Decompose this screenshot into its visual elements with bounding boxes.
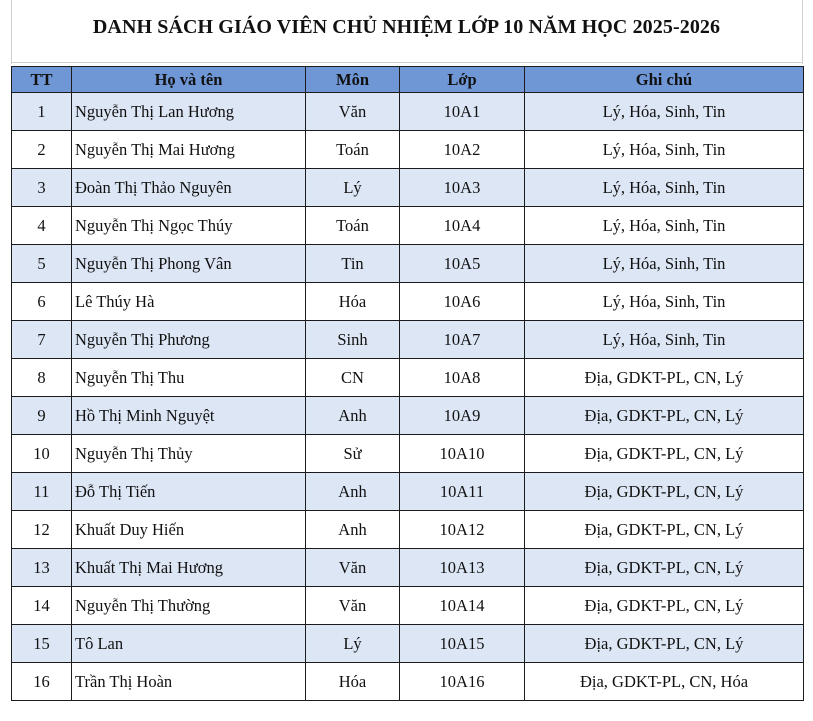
cell-name: Nguyễn Thị Phong Vân	[72, 245, 306, 283]
cell-subject: Văn	[306, 93, 400, 131]
cell-tt: 9	[12, 397, 72, 435]
cell-subject: Anh	[306, 397, 400, 435]
teacher-table	[11, 66, 804, 701]
table-row	[12, 625, 804, 663]
cell-class: 10A1	[400, 93, 525, 131]
cell-note: Địa, GDKT-PL, CN, Hóa	[525, 663, 804, 701]
cell-tt: 10	[12, 435, 72, 473]
cell-class: 10A2	[400, 131, 525, 169]
cell-subject: Anh	[306, 473, 400, 511]
cell-note: Lý, Hóa, Sinh, Tin	[525, 93, 804, 131]
cell-subject: Lý	[306, 169, 400, 207]
table-row	[12, 321, 804, 359]
table-row	[12, 663, 804, 701]
cell-tt: 2	[12, 131, 72, 169]
cell-name: Nguyễn Thị Phương	[72, 321, 306, 359]
table-row	[12, 245, 804, 283]
cell-class: 10A11	[400, 473, 525, 511]
cell-subject: Lý	[306, 625, 400, 663]
cell-note: Lý, Hóa, Sinh, Tin	[525, 245, 804, 283]
table-row	[12, 511, 804, 549]
cell-class: 10A4	[400, 207, 525, 245]
table-header	[12, 67, 804, 93]
cell-class: 10A12	[400, 511, 525, 549]
cell-subject: Văn	[306, 549, 400, 587]
cell-name: Nguyễn Thị Thường	[72, 587, 306, 625]
cell-name: Nguyễn Thị Mai Hương	[72, 131, 306, 169]
header-row	[12, 67, 804, 93]
cell-subject: Tin	[306, 245, 400, 283]
cell-note: Lý, Hóa, Sinh, Tin	[525, 321, 804, 359]
cell-note: Địa, GDKT-PL, CN, Lý	[525, 549, 804, 587]
table-row	[12, 435, 804, 473]
header-subject: Môn	[306, 67, 400, 93]
cell-note: Địa, GDKT-PL, CN, Lý	[525, 587, 804, 625]
cell-class: 10A5	[400, 245, 525, 283]
cell-tt: 14	[12, 587, 72, 625]
cell-tt: 7	[12, 321, 72, 359]
table-row	[12, 283, 804, 321]
cell-class: 10A15	[400, 625, 525, 663]
cell-name: Tô Lan	[72, 625, 306, 663]
cell-name: Khuất Duy Hiến	[72, 511, 306, 549]
cell-name: Nguyễn Thị Ngọc Thúy	[72, 207, 306, 245]
cell-class: 10A16	[400, 663, 525, 701]
cell-note: Lý, Hóa, Sinh, Tin	[525, 207, 804, 245]
cell-tt: 8	[12, 359, 72, 397]
cell-tt: 15	[12, 625, 72, 663]
cell-name: Đỗ Thị Tiến	[72, 473, 306, 511]
table-row	[12, 93, 804, 131]
cell-subject: Hóa	[306, 663, 400, 701]
cell-subject: Toán	[306, 207, 400, 245]
cell-subject: Toán	[306, 131, 400, 169]
cell-subject: Sử	[306, 435, 400, 473]
cell-note: Địa, GDKT-PL, CN, Lý	[525, 359, 804, 397]
cell-name: Nguyễn Thị Lan Hương	[72, 93, 306, 131]
table-row	[12, 587, 804, 625]
table-row	[12, 473, 804, 511]
cell-note: Lý, Hóa, Sinh, Tin	[525, 131, 804, 169]
cell-class: 10A8	[400, 359, 525, 397]
cell-class: 10A7	[400, 321, 525, 359]
cell-tt: 12	[12, 511, 72, 549]
cell-subject: Anh	[306, 511, 400, 549]
cell-tt: 11	[12, 473, 72, 511]
header-tt: TT	[12, 67, 72, 93]
table-row	[12, 207, 804, 245]
cell-subject: Văn	[306, 587, 400, 625]
table-row	[12, 359, 804, 397]
cell-note: Địa, GDKT-PL, CN, Lý	[525, 435, 804, 473]
cell-name: Đoàn Thị Thảo Nguyên	[72, 169, 306, 207]
cell-class: 10A3	[400, 169, 525, 207]
cell-class: 10A9	[400, 397, 525, 435]
table-row	[12, 397, 804, 435]
cell-note: Lý, Hóa, Sinh, Tin	[525, 169, 804, 207]
cell-subject: Hóa	[306, 283, 400, 321]
cell-subject: CN	[306, 359, 400, 397]
cell-tt: 13	[12, 549, 72, 587]
cell-tt: 4	[12, 207, 72, 245]
header-name: Họ và tên	[72, 67, 306, 93]
cell-class: 10A13	[400, 549, 525, 587]
cell-name: Trần Thị Hoàn	[72, 663, 306, 701]
cell-subject: Sinh	[306, 321, 400, 359]
cell-tt: 1	[12, 93, 72, 131]
table-row	[12, 549, 804, 587]
cell-name: Nguyễn Thị Thủy	[72, 435, 306, 473]
document-title: DANH SÁCH GIÁO VIÊN CHỦ NHIỆM LỚP 10 NĂM HỌC 2025-2026	[92, 16, 721, 38]
cell-tt: 5	[12, 245, 72, 283]
cell-tt: 16	[12, 663, 72, 701]
cell-class: 10A6	[400, 283, 525, 321]
header-note: Ghi chú	[525, 67, 804, 93]
cell-class: 10A10	[400, 435, 525, 473]
cell-note: Địa, GDKT-PL, CN, Lý	[525, 397, 804, 435]
cell-name: Nguyễn Thị Thu	[72, 359, 306, 397]
cell-note: Lý, Hóa, Sinh, Tin	[525, 283, 804, 321]
header-class: Lớp	[400, 67, 525, 93]
cell-tt: 6	[12, 283, 72, 321]
cell-note: Địa, GDKT-PL, CN, Lý	[525, 473, 804, 511]
cell-name: Khuất Thị Mai Hương	[72, 549, 306, 587]
cell-name: Hồ Thị Minh Nguyệt	[72, 397, 306, 435]
cell-tt: 3	[12, 169, 72, 207]
table-row	[12, 169, 804, 207]
cell-note: Địa, GDKT-PL, CN, Lý	[525, 511, 804, 549]
cell-note: Địa, GDKT-PL, CN, Lý	[525, 625, 804, 663]
table-body	[12, 93, 804, 701]
cell-class: 10A14	[400, 587, 525, 625]
table-row	[12, 131, 804, 169]
cell-name: Lê Thúy Hà	[72, 283, 306, 321]
